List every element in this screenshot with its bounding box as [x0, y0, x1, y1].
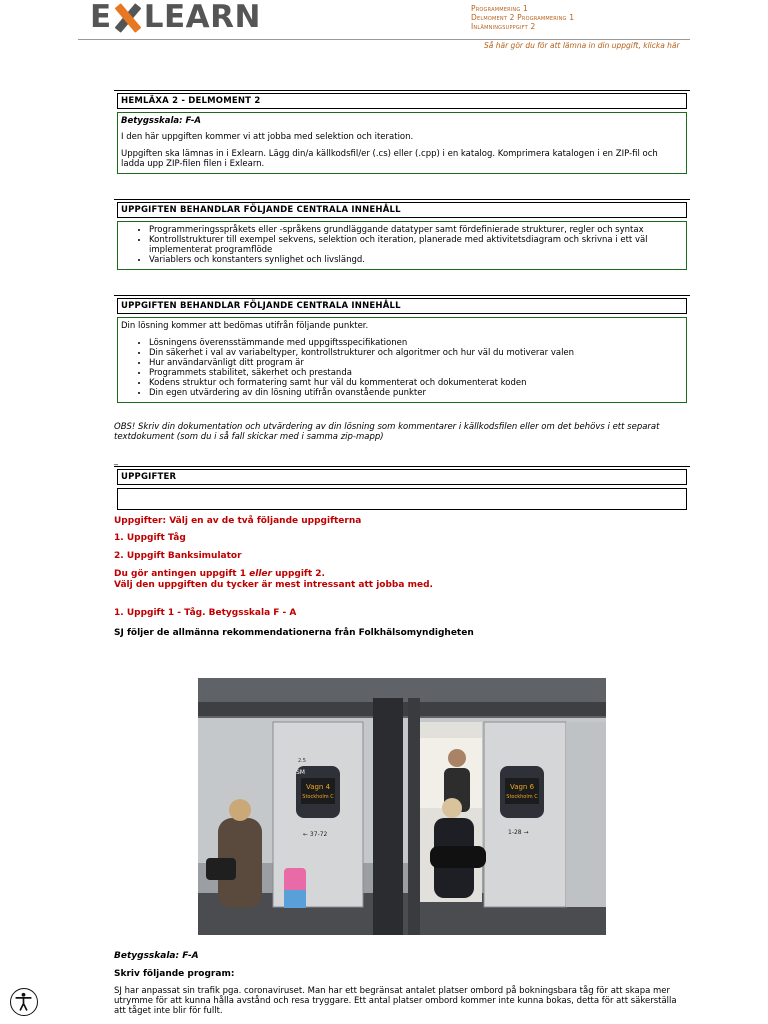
breadcrumb	[471, 4, 574, 31]
central-content-box	[117, 221, 687, 270]
exlearn-logo[interactable]	[90, 2, 261, 34]
section-title: UPPGIFTER	[121, 471, 177, 482]
task-either-note: Du gör antingen uppgift 1 eller uppgift 2.	[114, 569, 325, 580]
car-sign-left-line1: Vagn 4	[305, 783, 331, 791]
breadcrumb-assignment[interactable]: Inlämningsuppgift 2	[471, 22, 536, 31]
section-title-box	[117, 298, 687, 314]
assessment-intro: Din lösning kommer att bedömas utifrån följande punkter.	[121, 321, 369, 332]
intro-text: I den här uppgiften kommer vi att jobba med selektion och iteration.	[121, 132, 414, 143]
car-sign-right-line1: Vagn 6	[509, 783, 535, 791]
empty-box	[117, 488, 687, 510]
list-item: • Kodens struktur och formatering samt hur väl du kommenterat och dokumenterat koden	[149, 378, 683, 388]
car-sign-right-line2: Stockholm C	[506, 794, 538, 800]
breadcrumb-course[interactable]: Programmering 1	[471, 4, 529, 13]
divider	[114, 199, 690, 200]
logo-text-end: LEARN	[143, 0, 261, 36]
assignment-intro-box	[117, 112, 687, 174]
section-title-box	[117, 469, 687, 485]
list-item: • Hur användarvänligt ditt program är	[149, 358, 683, 368]
section-title-box	[117, 93, 687, 109]
car-tag: SM	[296, 769, 305, 776]
task-1-details	[114, 951, 690, 1016]
submission-text: Uppgiften ska lämnas in i Exlearn. Lägg din/a källkodsfil/er (.cs) eller (.cpp) i en katalog. Komprimera katalogen i en ZIP-fil och ladda upp ZIP-filen filen i Exlearn.	[121, 148, 658, 169]
assessment-list	[121, 338, 683, 398]
divider	[114, 466, 690, 467]
task-2-link[interactable]: 2. Uppgift Banksimulator	[114, 551, 242, 562]
task-1-link[interactable]: 1. Uppgift Tåg	[114, 533, 186, 544]
list-item: • Variablers och konstanters synlighet och livslängd.	[149, 255, 683, 265]
assignment-content	[114, 90, 690, 639]
obs-note: OBS! Skriv din dokumentation och utvärdering av din lösning som kommentarer i källkodsfilen eller om det behövs i ett separat textdokument (som du i så fall skickar med i samma zip-mapp)	[114, 421, 660, 442]
write-program-heading: Skriv följande program:	[114, 968, 235, 979]
seat-number-right: 1-28 →	[508, 829, 529, 836]
site-header	[78, 0, 690, 40]
section-title: UPPGIFTEN BEHANDLAR FÖLJANDE CENTRALA INNEHÅLL	[121, 204, 401, 215]
list-item: • Kontrollstrukturer till exempel sekvens, selektion och iteration, planerade med aktivitetsdiagram och skrivna i ett väl implementerat programflöde	[149, 235, 683, 255]
submit-instructions-link[interactable]: Så här gör du för att lämna in din uppgift, klicka här	[484, 41, 680, 50]
grade-scale: Betygsskala: F-A	[114, 951, 199, 961]
list-item: • Lösningens överensstämmande med uppgiftsspecifikationen	[149, 338, 683, 348]
car-tag-top: 2.5	[298, 758, 306, 764]
accessibility-button[interactable]	[10, 988, 38, 1016]
breadcrumb-module[interactable]: Delmoment 2 Programmering 1	[471, 13, 575, 22]
accessibility-icon	[11, 989, 36, 1014]
logo-x-mark	[113, 4, 143, 32]
train-photo-drawing	[198, 678, 606, 935]
section-title: HEMLÄXA 2 - DELMOMENT 2	[121, 96, 261, 106]
grade-scale: Betygsskala: F-A	[121, 116, 201, 127]
task-choice-heading: Uppgifter: Välj en av de två följande uppgifterna	[114, 515, 362, 526]
divider	[114, 295, 690, 296]
task-pick-note: Välj den uppgiften du tycker är mest intressant att jobba med.	[114, 579, 433, 590]
list-item: • Programmets stabilitet, säkerhet och prestanda	[149, 368, 683, 378]
seat-number-left: ← 37-72	[303, 831, 328, 838]
central-content-list	[121, 225, 683, 265]
section-title: UPPGIFTEN BEHANDLAR FÖLJANDE CENTRALA INNEHÅLL	[121, 301, 401, 312]
divider	[114, 90, 690, 91]
list-item: • Programmeringsspråkets eller -språkens grundläggande datatyper samt fördefinierade strukturer, regler och syntax	[149, 225, 683, 235]
task-1-heading: 1. Uppgift 1 - Tåg. Betygsskala F - A	[114, 607, 297, 618]
section-title-box	[117, 202, 687, 218]
car-sign-left-line2: Stockholm C	[302, 794, 334, 800]
task-description: SJ har anpassat sin trafik pga. coronaviruset. Man har ett begränsat antalet platser ombord på bokningsbara tåg för att skapa mer utrymme för att kunna hålla avstånd och resa tryggare. Ett antal platser ombord kommer inte kunna bokas, detta för att säkerställa att tåget inte blir för fullt.	[114, 985, 677, 1016]
list-item: • Din säkerhet i val av variabeltyper, kontrollstrukturer och algoritmer och hur väl du motiverar valen	[149, 348, 683, 358]
assessment-box	[117, 317, 687, 402]
train-photo	[198, 678, 606, 935]
list-item: • Din egen utvärdering av din lösning utifrån ovanstående punkter	[149, 388, 683, 398]
sj-heading: SJ följer de allmänna rekommendationerna från Folkhälsomyndigheten	[114, 628, 474, 639]
logo-text-start: E	[90, 0, 112, 36]
separator-mark: _	[114, 455, 118, 465]
